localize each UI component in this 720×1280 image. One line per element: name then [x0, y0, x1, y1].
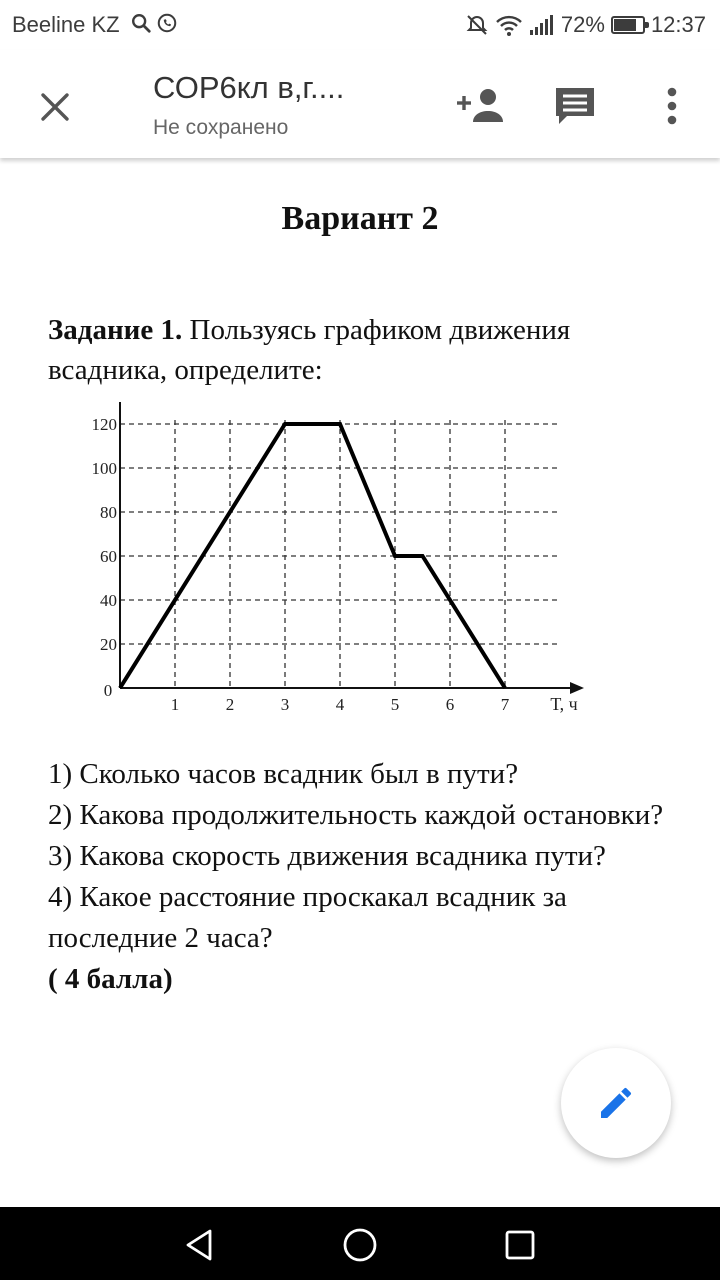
battery-percent: 72%	[560, 12, 605, 37]
status-right	[465, 12, 706, 38]
app-bar	[0, 50, 720, 158]
questions-list	[48, 754, 698, 1000]
home-button[interactable]	[338, 1223, 382, 1267]
close-icon	[39, 91, 71, 123]
y-tick-label-100: 100	[91, 459, 117, 478]
document-title[interactable]: СОР6кл в,г....	[153, 70, 345, 105]
home-icon	[341, 1226, 379, 1264]
add-person-icon	[455, 86, 505, 126]
status-icons-left	[130, 12, 178, 34]
edit-fab-button[interactable]	[561, 1048, 671, 1158]
close-button[interactable]	[30, 82, 80, 132]
back-icon	[182, 1227, 218, 1263]
comment-icon	[553, 85, 597, 127]
x-axis-arrow	[570, 682, 584, 694]
comments-button[interactable]	[547, 78, 603, 134]
x-tick-label-2: 2	[225, 695, 235, 714]
task-label: Задание 1.	[48, 314, 183, 346]
navigation-bar	[0, 1207, 720, 1280]
origin-label: 0	[103, 681, 113, 700]
variant-title: Вариант 2	[281, 200, 439, 237]
pencil-icon	[596, 1083, 636, 1123]
whatsapp-icon	[156, 12, 178, 34]
x-tick-label-7: 7	[500, 695, 510, 714]
motion-chart	[60, 402, 600, 747]
question-1: 1) Сколько часов всадник был в пути?	[48, 758, 519, 790]
x-tick-label-4: 4	[335, 695, 345, 714]
question-2: 2) Какова продолжительность каждой остановки?	[48, 799, 664, 831]
y-tick-label-40: 40	[100, 591, 117, 610]
status-bar	[0, 0, 720, 50]
points-label: ( 4 балла)	[48, 963, 173, 995]
question-3: 3) Какова скорость движения всадника пути?	[48, 840, 606, 872]
x-tick-label-5: 5	[390, 695, 400, 714]
task-statement	[48, 310, 688, 390]
battery-icon	[611, 16, 645, 34]
search-icon	[130, 12, 152, 34]
carrier-name: Beeline KZ	[12, 12, 120, 37]
more-vert-icon	[666, 86, 678, 126]
y-tick-label-60: 60	[100, 547, 117, 566]
x-tick-label-3: 3	[280, 695, 290, 714]
x-tick-label-1: 1	[170, 695, 180, 714]
clock: 12:37	[650, 12, 706, 37]
y-tick-label-80: 80	[100, 503, 117, 522]
x-tick-label-6: 6	[445, 695, 455, 714]
recents-icon	[503, 1228, 537, 1262]
wifi-icon	[495, 13, 523, 37]
recents-button[interactable]	[498, 1223, 542, 1267]
more-options-button[interactable]	[644, 78, 700, 134]
add-person-button[interactable]	[452, 78, 508, 134]
y-tick-label-20: 20	[100, 635, 117, 654]
question-4: 4) Какое расстояние проскакал всадник за последние 2 часа?	[48, 881, 567, 954]
back-button[interactable]	[178, 1223, 222, 1267]
mute-icon	[465, 13, 489, 37]
save-status: Не сохранено	[153, 116, 289, 139]
y-tick-label-120: 120	[91, 415, 117, 434]
signal-icon	[529, 14, 555, 36]
x-axis-label: Т, ч	[550, 694, 578, 714]
task-text: Пользуясь графиком движения всадника, определите:	[48, 314, 571, 386]
